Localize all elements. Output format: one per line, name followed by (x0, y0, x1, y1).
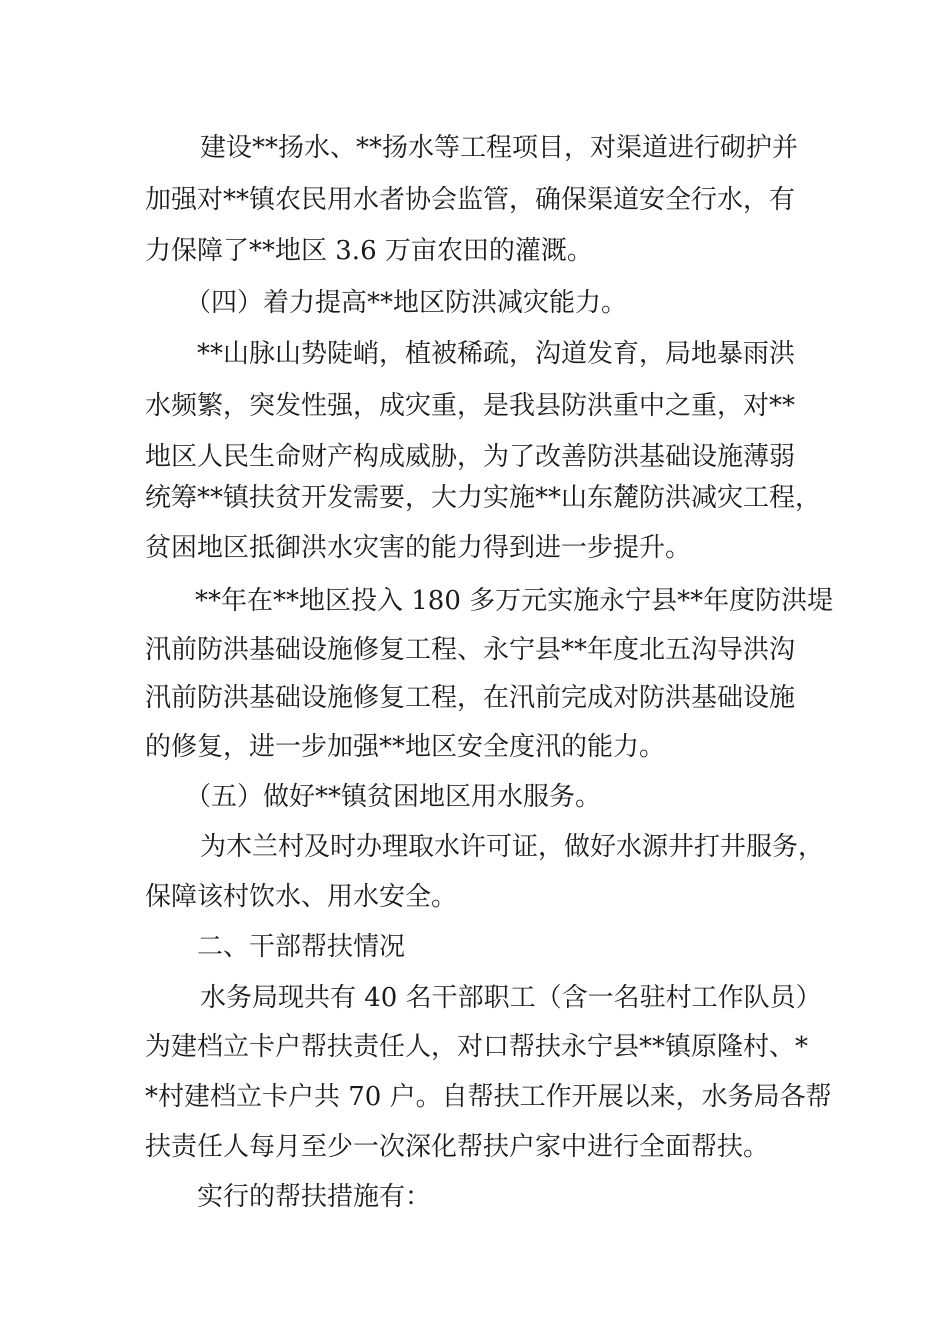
text-line: *村建档立卡户共 70 户。自帮扶工作开展以来，水务局各帮 (145, 1082, 832, 1112)
text-line: 地区人民生命财产构成威胁，为了改善防洪基础设施薄弱 (145, 442, 796, 472)
text-line: 贫困地区抵御洪水灾害的能力得到进一步提升。 (145, 533, 692, 563)
text-line: 实行的帮扶措施有： (197, 1182, 432, 1212)
text-line: 扶责任人每月至少一次深化帮扶户家中进行全面帮扶。 (145, 1132, 770, 1162)
text-line: 统筹**镇扶贫开发需要，大力实施**山东麓防洪减灾工程， (145, 483, 822, 513)
text-line: 水频繁，突发性强，成灾重，是我县防洪重中之重，对** (145, 391, 796, 421)
text-line: 为木兰村及时办理取水许可证，做好水源井打井服务， (200, 832, 825, 862)
text-line: **年在**地区投入 180 多万元实施永宁县**年度防洪堤 (195, 586, 834, 616)
text-line: 汛前防洪基础设施修复工程，在汛前完成对防洪基础设施 (145, 683, 796, 713)
text-line: 加强对**镇农民用水者协会监管，确保渠道安全行水，有 (145, 185, 796, 215)
text-line: 建设**扬水、**扬水等工程项目，对渠道进行砌护并 (200, 133, 799, 163)
text-line: 汛前防洪基础设施修复工程、永宁县**年度北五沟导洪沟 (145, 635, 796, 665)
text-line: 力保障了**地区 3.6 万亩农田的灌溉。 (145, 236, 593, 266)
text-line: 的修复，进一步加强**地区安全度汛的能力。 (145, 732, 666, 762)
text-line: 水务局现共有 40 名干部职工（含一名驻村工作队员） (200, 983, 822, 1013)
text-line: 保障该村饮水、用水安全。 (145, 882, 458, 912)
section-heading: 二、干部帮扶情况 (197, 932, 406, 962)
text-line: **山脉山势陡峭，植被稀疏，沟道发育，局地暴雨洪 (197, 339, 796, 369)
section-heading: （五）做好**镇贫困地区用水服务。 (185, 782, 602, 812)
text-line: 为建档立卡户帮扶责任人，对口帮扶永宁县**镇原隆村、* (145, 1032, 809, 1062)
section-heading: （四）着力提高**地区防洪减灾能力。 (185, 288, 628, 318)
